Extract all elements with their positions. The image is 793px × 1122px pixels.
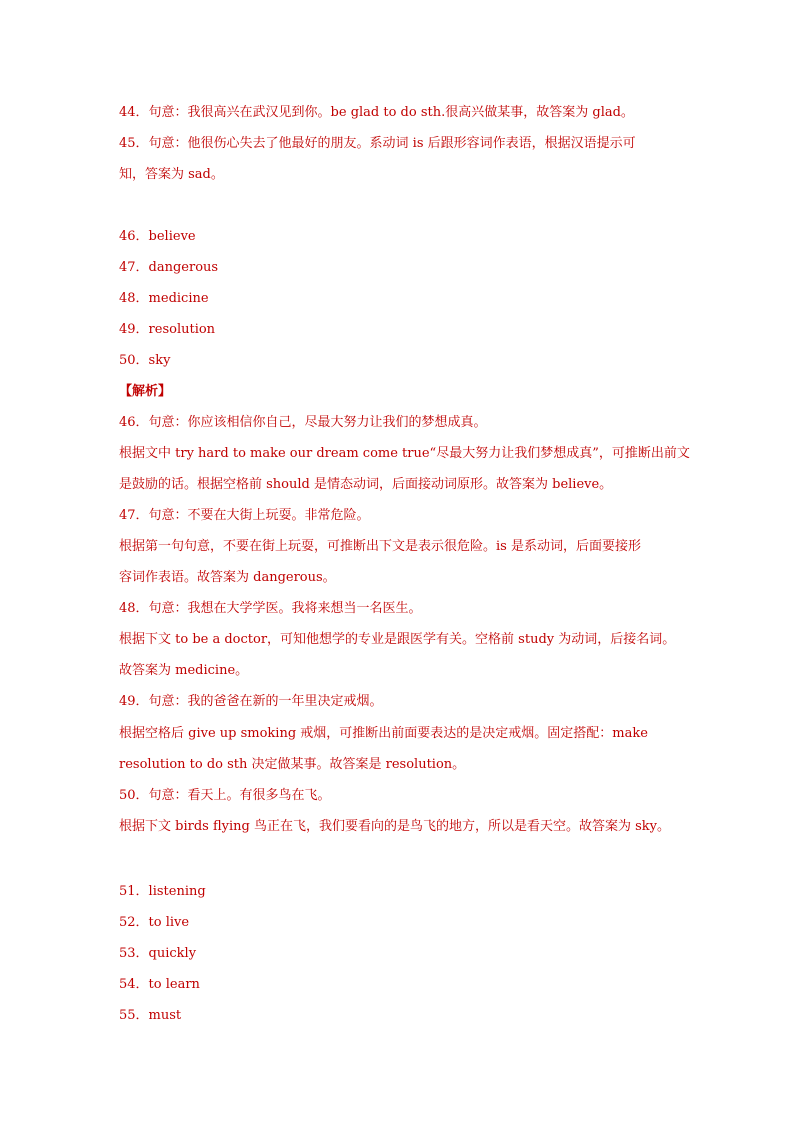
answer-55: 55．must [119,1008,182,1023]
answer-45-explanation: 45．句意：他很伤心失去了他最好的朋友。系动词 is 后跟形容词作表语，根据汉语提示可 [119,136,636,151]
analysis-47-meaning: 47．句意：不要在大街上玩耍。非常危险。 [119,508,370,523]
analysis-48-text-cont: 故答案为 medicine。 [119,663,249,678]
analysis-47-text-cont: 容词作表语。故答案为 dangerous。 [119,570,336,585]
analysis-48-text: 根据下文 to be a doctor，可知他想学的专业是跟医学有关。空格前 study 为动词，后接名词。 [119,632,676,647]
analysis-48-meaning: 48．句意：我想在大学学医。我将来想当一名医生。 [119,601,422,616]
answer-53: 53．quickly [119,946,197,961]
analysis-46-text: 根据文中 try hard to make our dream come true“尽最大努力让我们梦想成真”，可推断出前文 [119,446,690,461]
answer-51: 51．listening [119,884,206,899]
analysis-50-meaning: 50．句意：看天上。有很多鸟在飞。 [119,788,331,803]
analysis-47-text: 根据第一句句意，不要在街上玩耍，可推断出下文是表示很危险。is 是系动词，后面要接形 [119,539,641,554]
answer-44-explanation: 44．句意：我很高兴在武汉见到你。be glad to do sth.很高兴做某事，故答案为 glad。 [119,105,634,120]
answer-45-explanation-cont: 知，答案为 sad。 [119,167,224,182]
analysis-46-text-cont: 是鼓励的话。根据空格前 should 是情态动词，后面接动词原形。故答案为 believe。 [119,477,613,492]
analysis-heading: 【解析】 [119,384,172,399]
analysis-49-meaning: 49．句意：我的爸爸在新的一年里决定戒烟。 [119,694,383,709]
analysis-49-text-cont: resolution to do sth 决定做某事。故答案是 resolution。 [119,757,466,772]
answer-48: 48．medicine [119,291,209,306]
answer-50: 50．sky [119,353,171,368]
answer-46: 46．believe [119,229,196,244]
answer-47: 47．dangerous [119,260,219,275]
answer-54: 54．to learn [119,977,200,992]
analysis-46-meaning: 46．句意：你应该相信你自己，尽最大努力让我们的梦想成真。 [119,415,487,430]
analysis-50-text: 根据下文 birds flying 鸟正在飞，我们要看向的是鸟飞的地方，所以是看天空。故答案为 sky。 [119,819,670,834]
answer-49: 49．resolution [119,322,216,337]
analysis-49-text: 根据空格后 give up smoking 戒烟，可推断出前面要表达的是决定戒烟。固定搭配：make [119,726,648,741]
answer-52: 52．to live [119,915,190,930]
